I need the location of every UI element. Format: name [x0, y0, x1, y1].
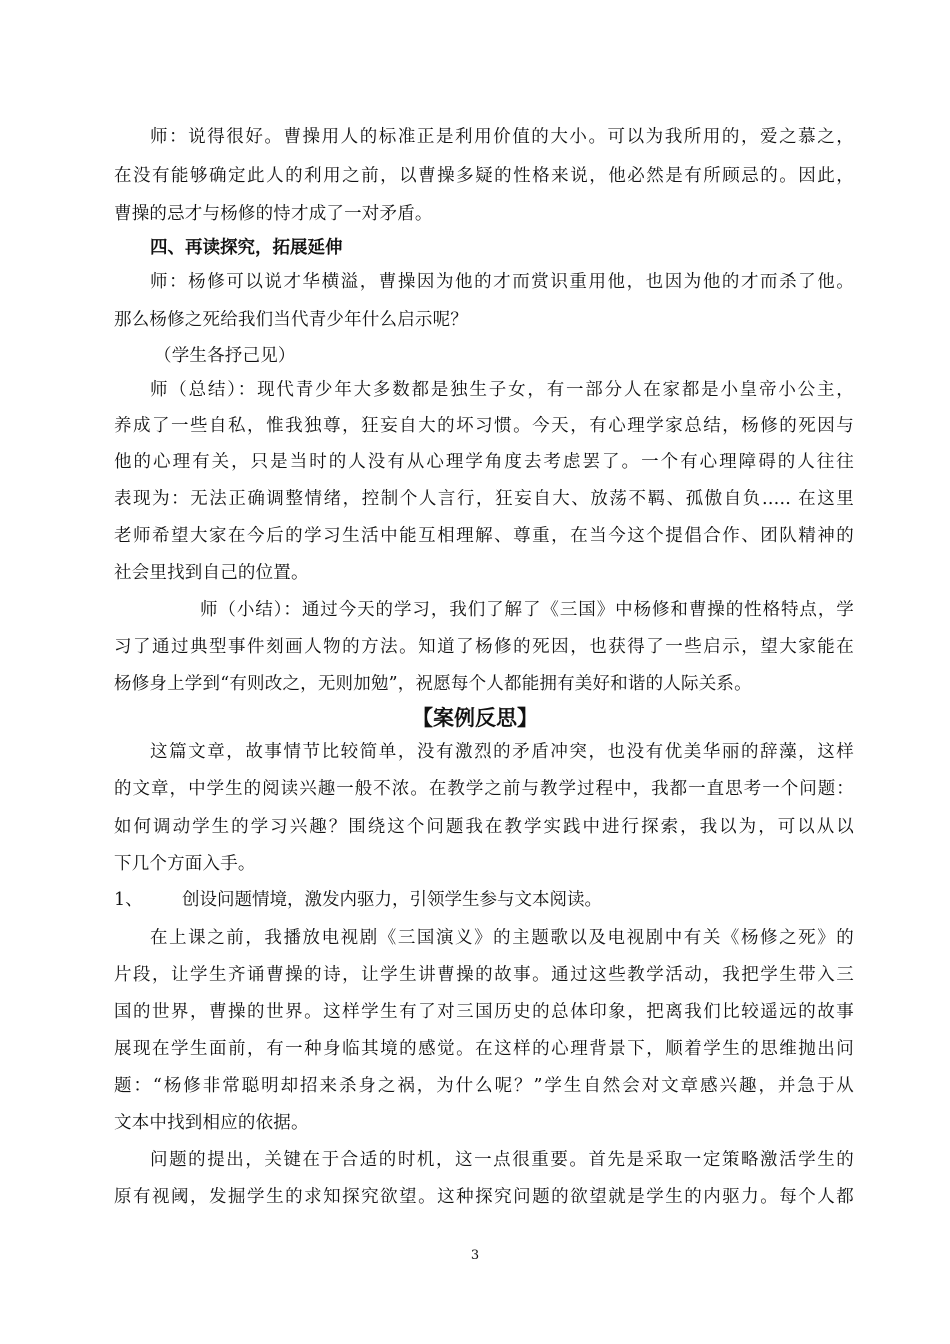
paragraph-line: 养成了一些自私，惟我独尊，狂妄自大的坏习惯。今天，有心理学家总结，杨修的死因与	[114, 416, 854, 436]
paragraph-line: （学生各抒己见）	[154, 346, 296, 366]
paragraph-line: 国的世界，曹操的世界。这样学生有了对三国历史的总体印象，把离我们比较遥远的故事	[114, 1002, 854, 1022]
paragraph-line: 在上课之前，我播放电视剧《三国演义》的主题歌以及电视剧中有关《杨修之死》的	[150, 928, 854, 948]
paragraph-line: 老师希望大家在今后的学习生活中能互相理解、尊重，在当今这个提倡合作、团队精神的	[114, 526, 854, 546]
paragraph-line: 师（总结）：现代青少年大多数都是独生子女，有一部分人在家都是小皇帝小公主，	[150, 380, 854, 400]
paragraph-line: 原有视阈，发掘学生的求知探究欲望。这种探究问题的欲望就是学生的内驱力。每个人都	[114, 1187, 854, 1207]
paragraph-line: 杨修身上学到“有则改之，无则加勉”，祝愿每个人都能拥有美好和谐的人际关系。	[114, 674, 752, 694]
paragraph-line: 社会里找到自己的位置。	[114, 563, 309, 583]
paragraph-line: 这篇文章，故事情节比较简单，没有激烈的矛盾冲突，也没有优美华丽的辞藻，这样	[150, 742, 854, 762]
paragraph-line: 的文章，中学生的阅读兴趣一般不浓。在教学之前与教学过程中，我都一直思考一个问题：	[114, 779, 854, 799]
paragraph-line: 师：杨修可以说才华横溢，曹操因为他的才而赏识重用他，也因为他的才而杀了他。	[150, 272, 854, 292]
page-number: 3	[470, 1248, 480, 1263]
section-heading: 四、再读探究，拓展延伸	[150, 238, 343, 258]
paragraph-line: 曹操的忌才与杨修的恃才成了一对矛盾。	[114, 204, 433, 224]
paragraph-line: 在没有能够确定此人的利用之前，以曹操多疑的性格来说，他必然是有所顾忌的。因此，	[114, 166, 854, 186]
paragraph-line: 师（小结）：通过今天的学习，我们了解了《三国》中杨修和曹操的性格特点，学	[200, 600, 854, 620]
list-item-number: 1、	[114, 890, 143, 910]
list-item-text: 创设问题情境，激发内驱力，引领学生参与文本阅读。	[182, 890, 602, 910]
paragraph-line: 下几个方面入手。	[114, 854, 256, 874]
paragraph-line: 片段，让学生齐诵曹操的诗，让学生讲曹操的故事。通过这些教学活动，我把学生带入三	[114, 965, 854, 985]
paragraph-line: 展现在学生面前，有一种身临其境的感觉。在这样的心理背景下，顺着学生的思维抛出问	[114, 1039, 854, 1059]
paragraph-line: 师：说得很好。曹操用人的标准正是利用价值的大小。可以为我所用的，爱之慕之，	[150, 127, 854, 147]
paragraph-line: 文本中找到相应的依据。	[114, 1113, 309, 1133]
paragraph-line: 那么杨修之死给我们当代青少年什么启示呢？	[114, 310, 468, 330]
section-title: 【案例反思】	[412, 706, 538, 730]
paragraph-line: 问题的提出，关键在于合适的时机，这一点很重要。首先是采取一定策略激活学生的	[150, 1150, 854, 1170]
paragraph-line: 习了通过典型事件刻画人物的方法。知道了杨修的死因，也获得了一些启示，望大家能在	[114, 637, 854, 657]
paragraph-line: 表现为：无法正确调整情绪，控制个人言行，狂妄自大、放荡不羁、孤傲自负….. 在这里	[114, 489, 854, 509]
paragraph-line: 如何调动学生的学习兴趣？围绕这个问题我在教学实践中进行探索，我以为，可以从以	[114, 817, 854, 837]
list-item	[114, 888, 602, 912]
paragraph-line: 他的心理有关，只是当时的人没有从心理学角度去考虑罢了。一个有心理障碍的人往往	[114, 452, 854, 472]
paragraph-line: 题：“杨修非常聪明却招来杀身之祸，为什么呢？”学生自然会对文章感兴趣，并急于从	[114, 1076, 854, 1096]
